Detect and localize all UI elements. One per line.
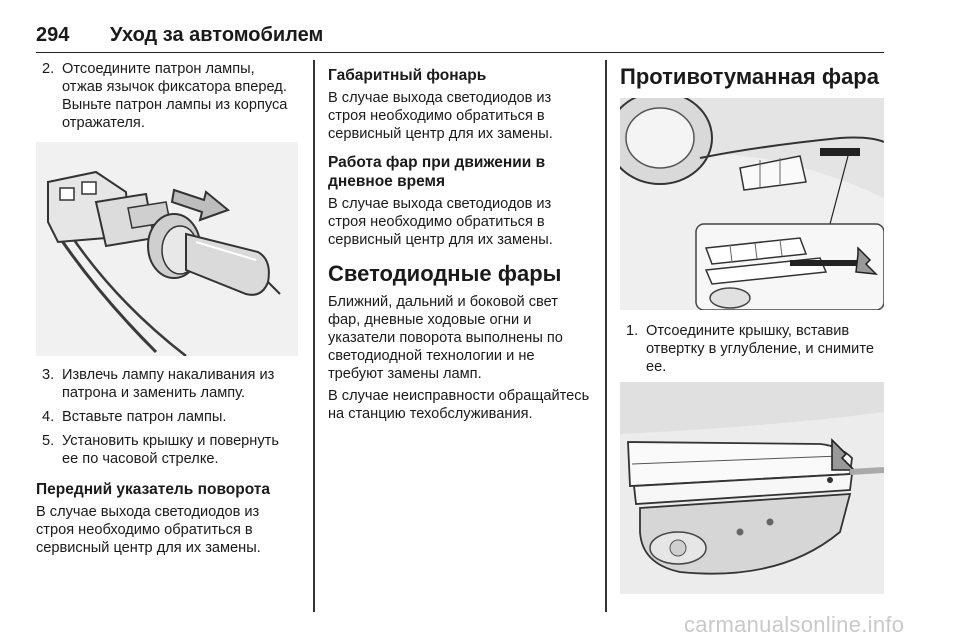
turn-signal-heading: Передний указатель поворота [36, 481, 270, 498]
fog-light-illustration [620, 98, 884, 310]
column-left [36, 60, 298, 557]
column-right [620, 60, 886, 594]
step-number: 1. [626, 323, 639, 339]
list-item [36, 60, 298, 132]
bumper-cover-illustration [620, 382, 884, 594]
list-item [36, 432, 298, 468]
page-number: 294 [36, 24, 70, 46]
step-text: Отсоедините крышку, вставив отвертку в углубление, и снимите ее. [646, 323, 874, 375]
step-number: 2. [42, 61, 55, 77]
led-headlights-heading: Светодиодные фары [328, 261, 562, 286]
drl-text: В случае выхода светодиодов из строя необходимо обратиться в сервисный центр для их замены. [328, 196, 553, 248]
column-divider [313, 60, 315, 612]
column-middle [328, 60, 590, 423]
marker-light-text: В случае выхода светодиодов из строя необходимо обратиться в сервисный центр для их замены. [328, 90, 553, 142]
step-text: Отсоедините патрон лампы, отжав язычок фиксатора вперед. Выньте патрон лампы из корпуса отражателя. [62, 61, 288, 131]
step-number: 5. [42, 433, 55, 449]
fog-light-heading: Противотуманная фара [620, 64, 879, 89]
bulb-illustration [36, 142, 298, 356]
led-service-text: В случае неисправности обращайтесь на станцию техобслуживания. [328, 388, 590, 422]
step-number: 3. [42, 367, 55, 383]
fog-cover-removal-figure [620, 382, 884, 594]
turn-signal-text: В случае выхода светодиодов из строя необходимо обратиться в сервисный центр для их замены. [36, 504, 261, 556]
steps-list-bottom [36, 366, 298, 468]
led-headlights-text: Ближний, дальний и боковой свет фар, дневные ходовые огни и указатели поворота выполнены по светодиодной технологии и не требуют замены ламп. [328, 294, 563, 382]
step-text: Извлечь лампу накаливания из патрона и заменить лампу. [62, 367, 275, 401]
fog-light-location-figure [620, 98, 884, 310]
list-item [36, 408, 298, 426]
list-item [620, 322, 886, 376]
list-item [36, 366, 298, 402]
running-title: Уход за автомобилем [110, 24, 324, 46]
watermark: carmanualsonline.info [684, 612, 905, 637]
column-divider [605, 60, 607, 612]
step-text: Вставьте патрон лампы. [62, 409, 227, 425]
page-header [36, 22, 884, 53]
steps-list-top [36, 60, 298, 132]
marker-light-heading: Габаритный фонарь [328, 67, 487, 84]
step-text: Установить крышку и повернуть ее по часовой стрелке. [62, 433, 279, 467]
drl-heading: Работа фар при движении в дневное время [328, 154, 546, 190]
step-number: 4. [42, 409, 55, 425]
bulb-removal-figure [36, 142, 298, 356]
fog-steps-list [620, 322, 886, 376]
